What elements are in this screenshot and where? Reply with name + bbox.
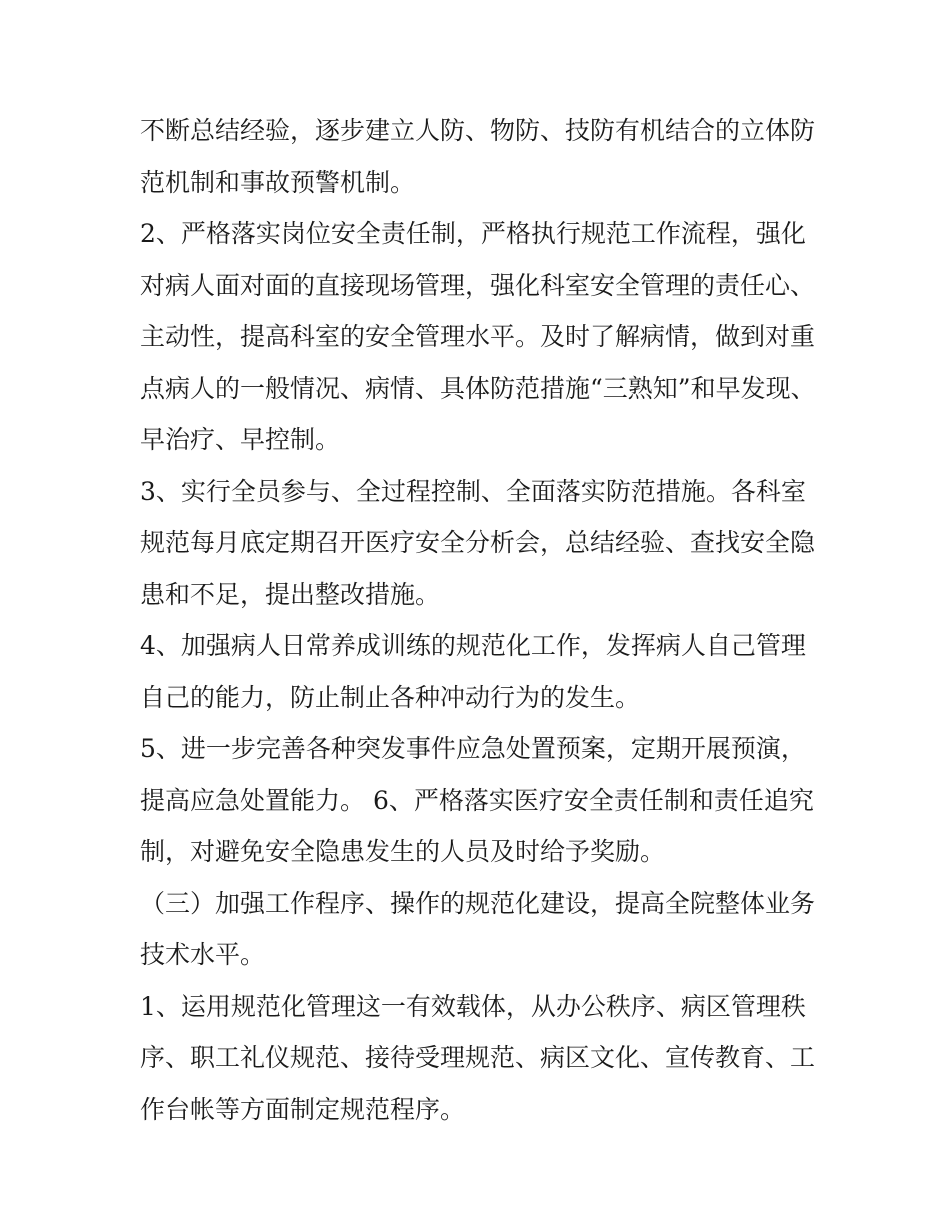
text-line: 1、运用规范化管理这一有效载体，从办公秩序、病区管理秩: [140, 991, 806, 1021]
text-line: 范机制和事故预警机制。: [140, 167, 416, 197]
text-line: 3、实行全员参与、全过程控制、全面落实防范措施。各科室: [140, 476, 806, 506]
text-line: 对病人面对面的直接现场管理，强化科室安全管理的责任心、: [140, 270, 816, 300]
text-line: （三）加强工作程序、操作的规范化建设，提高全院整体业务: [140, 888, 816, 918]
text-line: 主动性，提高科室的安全管理水平。及时了解病情，做到对重: [140, 322, 816, 351]
text-line: 自己的能力，防止制止各种冲动行为的发生。: [140, 682, 641, 712]
text-line: 作台帐等方面制定规范程序。: [140, 1094, 466, 1124]
text-line: 4、加强病人日常养成训练的规范化工作，发挥病人自己管理: [140, 631, 806, 660]
text-line: 制，对避免安全隐患发生的人员及时给予奖励。: [140, 837, 666, 866]
text-line: 规范每月底定期召开医疗安全分析会，总结经验、查找安全隐: [140, 528, 816, 557]
text-line: 序、职工礼仪规范、接待受理规范、病区文化、宣传教育、工: [140, 1043, 816, 1072]
text-line: 点病人的一般情况、病情、具体防范措施“三熟知”和早发现、: [140, 373, 816, 403]
text-line: 技术水平。: [140, 940, 266, 969]
text-line: 不断总结经验，逐步建立人防、物防、技防有机结合的立体防: [140, 116, 816, 145]
text-line: 5、进一步完善各种突发事件应急处置预案，定期开展预演，: [140, 734, 806, 763]
text-line: 患和不足，提出整改措施。: [140, 579, 441, 609]
text-line: 2、严格落实岗位安全责任制，严格执行规范工作流程，强化: [140, 219, 806, 248]
text-line: 提高应急处置能力。 6、严格落实医疗安全责任制和责任追究: [140, 785, 814, 815]
document-body: [140, 105, 820, 1135]
text-line: 早治疗、早控制。: [140, 425, 341, 454]
